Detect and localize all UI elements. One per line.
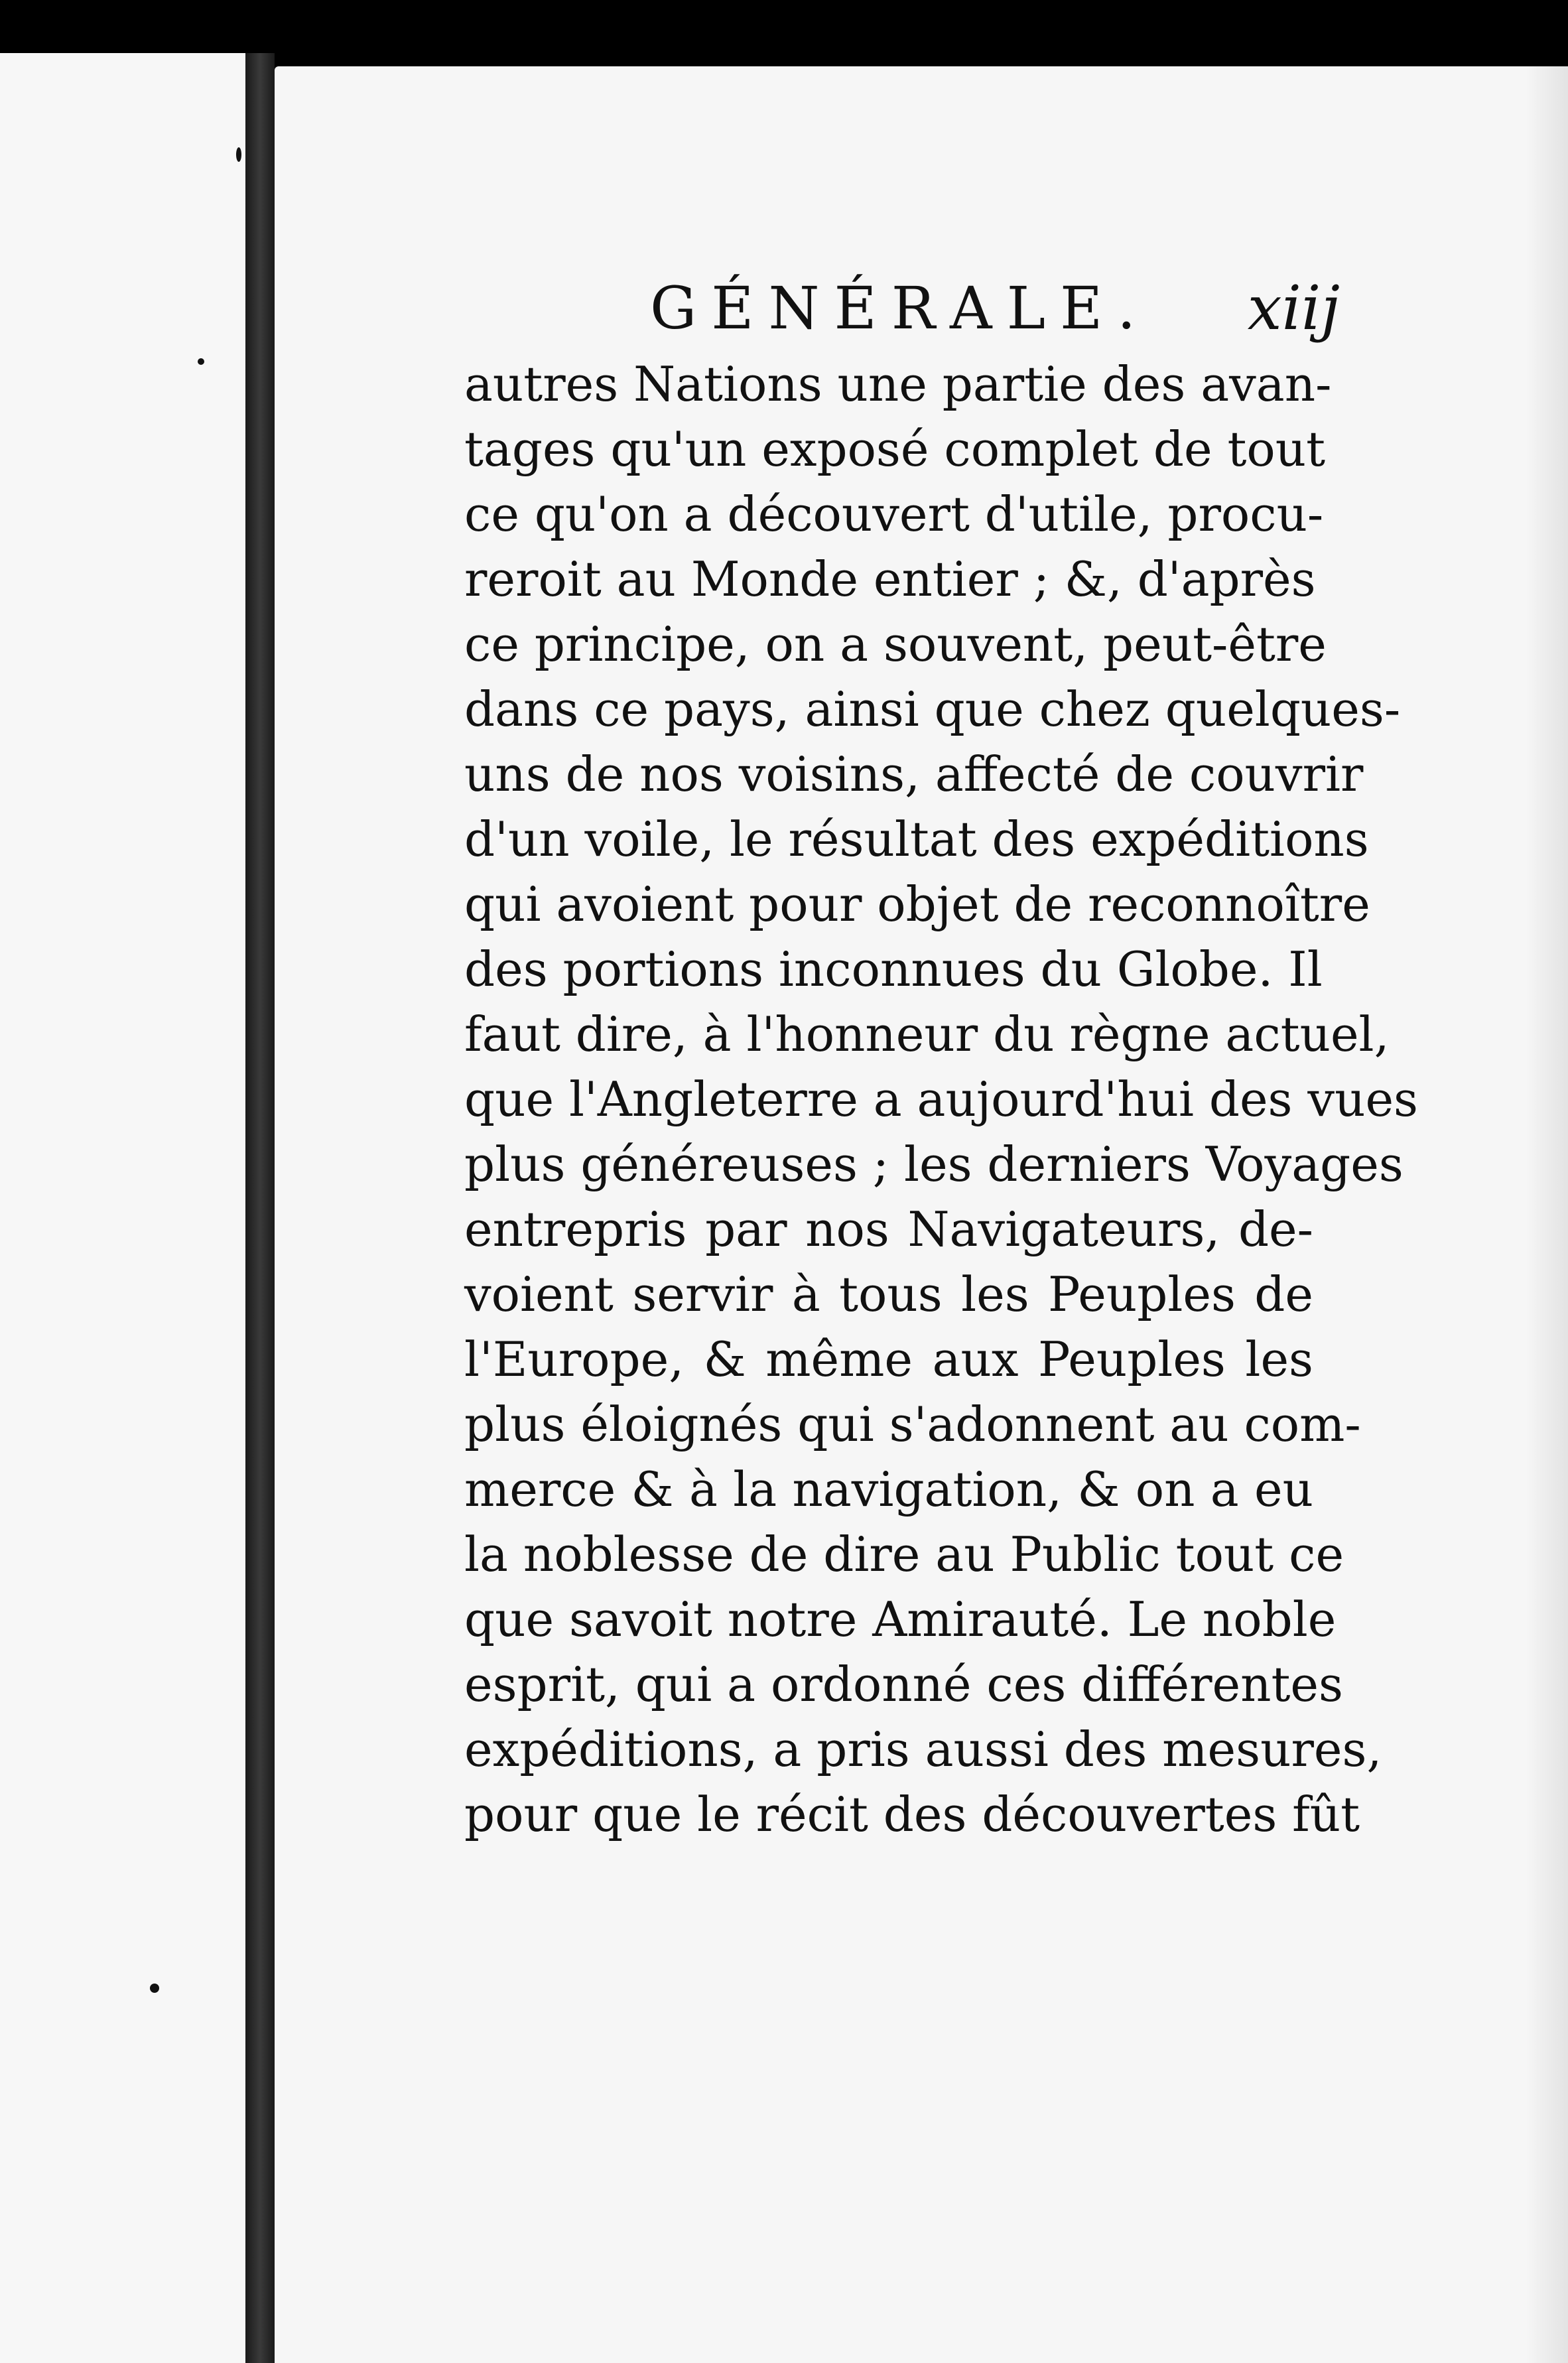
text-line: tages qu'un exposé complet de tout bbox=[464, 421, 1326, 477]
body-text bbox=[464, 352, 1418, 1847]
text-line: la noblesse de dire au Public tout ce bbox=[464, 1526, 1344, 1582]
text-line: ce principe, on a souvent, peut-être bbox=[464, 616, 1327, 672]
text-line: expéditions, a pris aussi des mesures, bbox=[464, 1722, 1382, 1777]
text-line: qui avoient pour objet de reconnoître bbox=[464, 876, 1370, 932]
text-line: l'Europe, & même aux Peuples les bbox=[464, 1331, 1313, 1387]
facing-page-edge bbox=[0, 53, 245, 2363]
running-head: GÉNÉRALE. bbox=[650, 274, 1151, 342]
text-line: que l'Angleterre a aujourd'hui des vues bbox=[464, 1071, 1418, 1127]
text-line: d'un voile, le résultat des expéditions bbox=[464, 811, 1369, 867]
text-line: plus généreuses ; les derniers Voyages bbox=[464, 1136, 1404, 1192]
text-line: autres Nations une partie des avan- bbox=[464, 356, 1332, 412]
text-line: voient servir à tous les Peuples de bbox=[464, 1266, 1313, 1322]
text-line: plus éloignés qui s'adonnent au com- bbox=[464, 1396, 1361, 1452]
page-shadow bbox=[1526, 66, 1568, 2363]
book-gutter bbox=[245, 53, 275, 2363]
text-line: faut dire, à l'honneur du règne actuel, bbox=[464, 1006, 1390, 1062]
ink-speck bbox=[198, 358, 204, 365]
ink-speck bbox=[236, 147, 241, 162]
text-line: esprit, qui a ordonné ces différentes bbox=[464, 1656, 1343, 1712]
text-line: que savoit notre Amirauté. Le noble bbox=[464, 1591, 1337, 1647]
text-line: uns de nos voisins, affecté de couvrir bbox=[464, 746, 1364, 802]
text-line: reroit au Monde entier ; &, d'après bbox=[464, 551, 1316, 607]
text-line: entrepris par nos Navigateurs, de- bbox=[464, 1201, 1313, 1257]
text-line: des portions inconnues du Globe. Il bbox=[464, 941, 1323, 997]
text-line: pour que le récit des découvertes fût bbox=[464, 1787, 1360, 1842]
page-header bbox=[650, 265, 1340, 352]
page-number: xiij bbox=[1247, 273, 1340, 344]
text-line: dans ce pays, ainsi que chez quelques- bbox=[464, 681, 1401, 737]
text-line: merce & à la navigation, & on a eu bbox=[464, 1461, 1313, 1517]
ink-speck bbox=[150, 1984, 159, 1993]
text-line: ce qu'on a découvert d'utile, procu- bbox=[464, 486, 1324, 542]
